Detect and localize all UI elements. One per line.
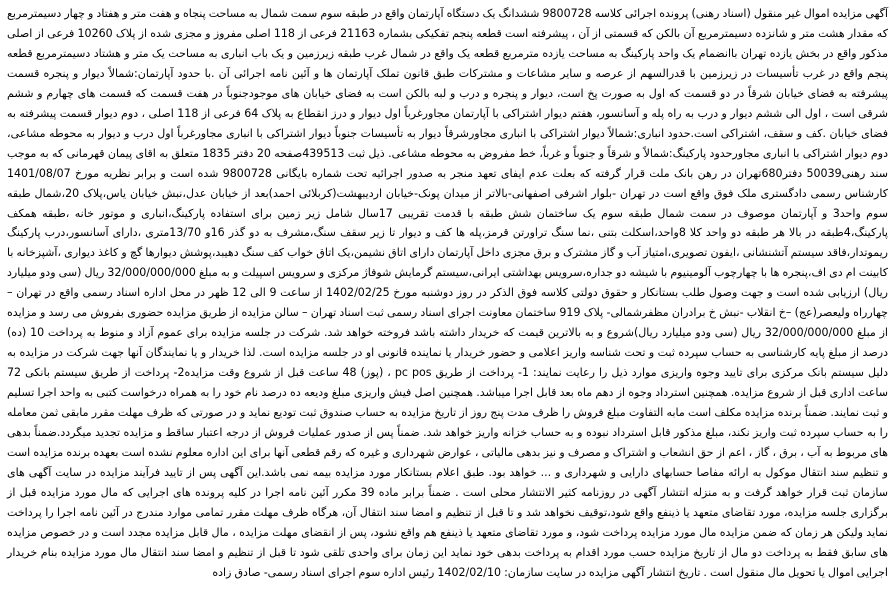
auction-notice-text: آگهی مزایده اموال غیر منقول (اسناد رهنی) پرونده اجرائی کلاسه 9800728 ششدانگ یک دستگاه آپارتمان واقع در طبقه سوم سمت شمال به مساحت پنجاه و هفت متر و هفتاد و چهار دسیمترمربع که مقدار هشت متر و شانزده دسیمترمربع آن بالکن که قسمتی از آن ، پیشرفته است قطعه پنجم تفکیکی بشماره 21163 فرعی از 118 اصلی مفروز و مجزی شده از پلاک 10260 فرعی از اصلی مذکور واقع در بخش یازده تهران باانضمام یک واحد پارکینگ به مساحت یازده مترمربع قطعه یک واقع در شمال غرب طبقه زیرزمین و یک باب انباری به مساحت یک متر و هشتاد دسیمترمربع قطعه پنجم واقع در غرب تأسیسات در زیرزمین با قدرالسهم از عرصه و سایر مشاعات و مشترکات طبق قانون تملک آپارتمان ها و آئین نامه اجرائی آن .با حدود آپارتمان:شمالاً دیوار و پنجره قسمت پیشرفته به فضای خیابان شرقاً در دو قسمت که اول به صورت پخ است، دیوار و پنجره و درب و لبه بالکن است به فضای خیابان های موجودجنوباً در هفت قسمت که قسمت های چهارم و ششم شرقی است ، اول الی ششم دیوار و درب به راه پله و آسانسور، هفتم دیوار اشتراکی با آپارتمان مجاورغرباً اول دیوار و درز انقطاع به پلاک 64 فرعی از 118 اصلی ، دوم دیوار قسمت پیشرفته به فضای خیابان .کف و سقف، اشتراکی است.حدود انباری:شمالاً دیوار اشتراکی با انباری مجاورشرقاً دیوار به تأسیسات جنوباً دیوار اشتراکی با انباری مجاورغرباً اول درب و دیوار به محوطه مشاعی، دوم دیوار اشتراکی با انباری مجاورحدود پارکینگ:شمالاً و شرقاً و جنوباً و غرباً، خط مفروض به محوطه مشاعی. ذیل ثبت 439513صفحه 20 دفتر 1835 متعلق به اقای پیمان قهرمانی که به موجب سند رهنی50039 دفتر680تهران در رهن بانک ملت قرار گرفته که بعلت عدم ایفای تعهد منجر به صدور اجرائیه تحت شماره بایگانی 9800728 شده است و برابر نظریه مورخ 1401/08/07 کارشناس رسمی دادگستری ملک فوق واقع است در تهران -بلوار اشرفی اصفهانی-بالاتر از میدان پونک-خیابان اردیبهشت(کربلائی احمد)بعد از خیابان عدل،نبش خیابان یاس،پلاک 20،شمال طبقه سوم واحد3 و آپارتمان موصوف در سمت شمال طبقه سوم یک ساختمان شش طبقه با قدمت تقریبی 17سال شامل زیر زمین برای استفاده پارکینگ،انباری و موتور خانه ،طبقه همکف پارکینگ،4طبقه در بالا هر طبقه دو واحد کلا 8واحد،اسکلت بتنی ،نما سنگ تراورتن قرمز،پله ها کف و دیوار تا زیر سقف سنگ،مشرف به دو گذر 16و 13/70متری ،دارای آسانسور،درب پارکینگ ریموتدار،فاقد سیستم آتشنشانی ،ایفون تصویری،امتیاز آب و گاز مشترک و برق مجزی داخل آپارتمان دارای اتاق نشیمن،یک اتاق خواب کف سنگ دهیبد،پوشش دیوارها گچ و کاغذ دیواری ،آشپزخانه با کابینت ام دی اف،پنجره ها با چهارچوب آلومینیوم با شیشه دو جداره،سرویس بهداشتی ایرانی،سیستم گرمایش شوفاژ مرکزی و سرویس اسپیلت و به مبلغ 32/000/000/000 ریال (سی ودو میلیارد ریال) ارزیابی شده است و جهت وصول طلب بستانکار و حقوق دولتی کلاسه فوق الذکر در روز دوشنبه مورخ 1402/02/25 از ساعت 9 الی 12 ظهر در محل اداره اسناد رسمی واقع در تهران – چهارراه ولیعصر(عج) –خ انقلاب -نبش خ برادران مظفرشمالی- پلاک 919 ساختمان معاونت اجرای اسناد رسمی ثبت اسناد تهران – سالن مزایده از طریق مزایده حضوری بفروش می رسد و مزایده از مبلغ 32/000/000/000 ریال (سی ودو میلیارد ریال)شروع و به بالاترین قیمت که خریدار داشته باشد فروخته خواهد شد. شرکت در جلسه مزایده برای عموم آزاد و منوط به پرداخت 10 (ده) درصد از مبلغ پایه کارشناسی به حساب سپرده ثبت و تحت شناسه واریز اعلامی و حضور خریدار یا نماینده قانونی او در جلسه مزایده است. لذا خریدار و یا نمایندگان آنها جهت شرکت در مزایده به دلیل سیستم بانک مرکزی برای تایید وجوه واریزی موارد ذیل را رعایت نمایند: 1- پرداخت از طریق pc pos ، (پوز) 48 ساعت قبل از شروع وقت مزایده2- پرداخت از طریق سیستم بانکی 72 ساعت اداری قبل از شروع مزایده. همچنین استرداد وجوه از دهم ماه بعد قابل اجرا میباشد. همچنین اصل فیش واریزی مبلغ ودیعه ده درصد نام خود را به همراه درخواست کتبی به واحد اجرا تسلیم و ثبت نمایند. ضمناً برنده مزایده مکلف است مابه التفاوت مبلغ فروش را ظرف مدت پنج روز از تاریخ مزایده به حساب صندوق ثبت تودیع نماید و در صورتی که ظرف مهلت مقرر مابقی ثمن معامله را به حساب سپرده ثبت واریز نکند، مبلغ مذکور قابل استرداد نبوده و به حساب خزانه واریز خواهد شد. ضمناً پس از صدور عملیات فروش از درجه اعتبار ساقط و مزایده تجدید میگردد.ضمناً بدهی های مربوط به آب ، برق ، گاز ، اعم از حق انشعاب و اشتراک و مصرف و نیز بدهی مالیاتی ، عوارض شهرداری و غیره که رقم قطعی آنها برای این اداره معلوم نشده است بعهده برنده مزایده است و تنظیم سند انتقال موکول به ارائه مفاصا حسابهای دارایی و شهرداری و ... خواهد بود. طبق اعلام بستانکار مورد مزایده بیمه نمی باشد.این آگهی پس از تایید فرآیند مزایده در سایت آگهی های سازمان ثبت قرار خواهد گرفت و به منزله انتشار آگهی در روزنامه کثیر الانتشار محلی است . ضمناً برابر ماده 39 مکرر آئین نامه اجرا در کلیه پرونده های اجرایی که مال مورد مزایده قبل از برگزاری جلسه مزایده، مورد تقاضای متعهد یا ذینفع واقع شود،توقیف نخواهد شد و تا قبل از تنظیم و امضا سند انتقال آن، هرگاه ظرف مهلت مقرر تمامی موارد مندرج در آئین نامه اجرا را پرداخت نماید ولیکن هر زمان که ضمن مزایده مال مورد مزایده پرداخت شود، و مورد تقاضای متعهد یا ذینفع هم واقع نشود، پس از انقضای مهلت مزایده ، مال قابل مزایده مجدد است و در خصوص مزایده های سابق فقط به پرداخت دو مال از تاریخ مزایده حسب مورد اقدام به پرداخت بدهی خود نماید این زمان برای واحدی تلقی شود تا قبل از تنظیم و امضا سند انتقال مال مورد مزایده بنام خریدار اجرایی اموال یا تحویل مال منقول است . تاریخ انتشار آگهی مزایده در سایت سازمان: 1402/02/10 رئیس اداره سوم اجرای اسناد رسمی- صادق زاده [7,7,889,579]
